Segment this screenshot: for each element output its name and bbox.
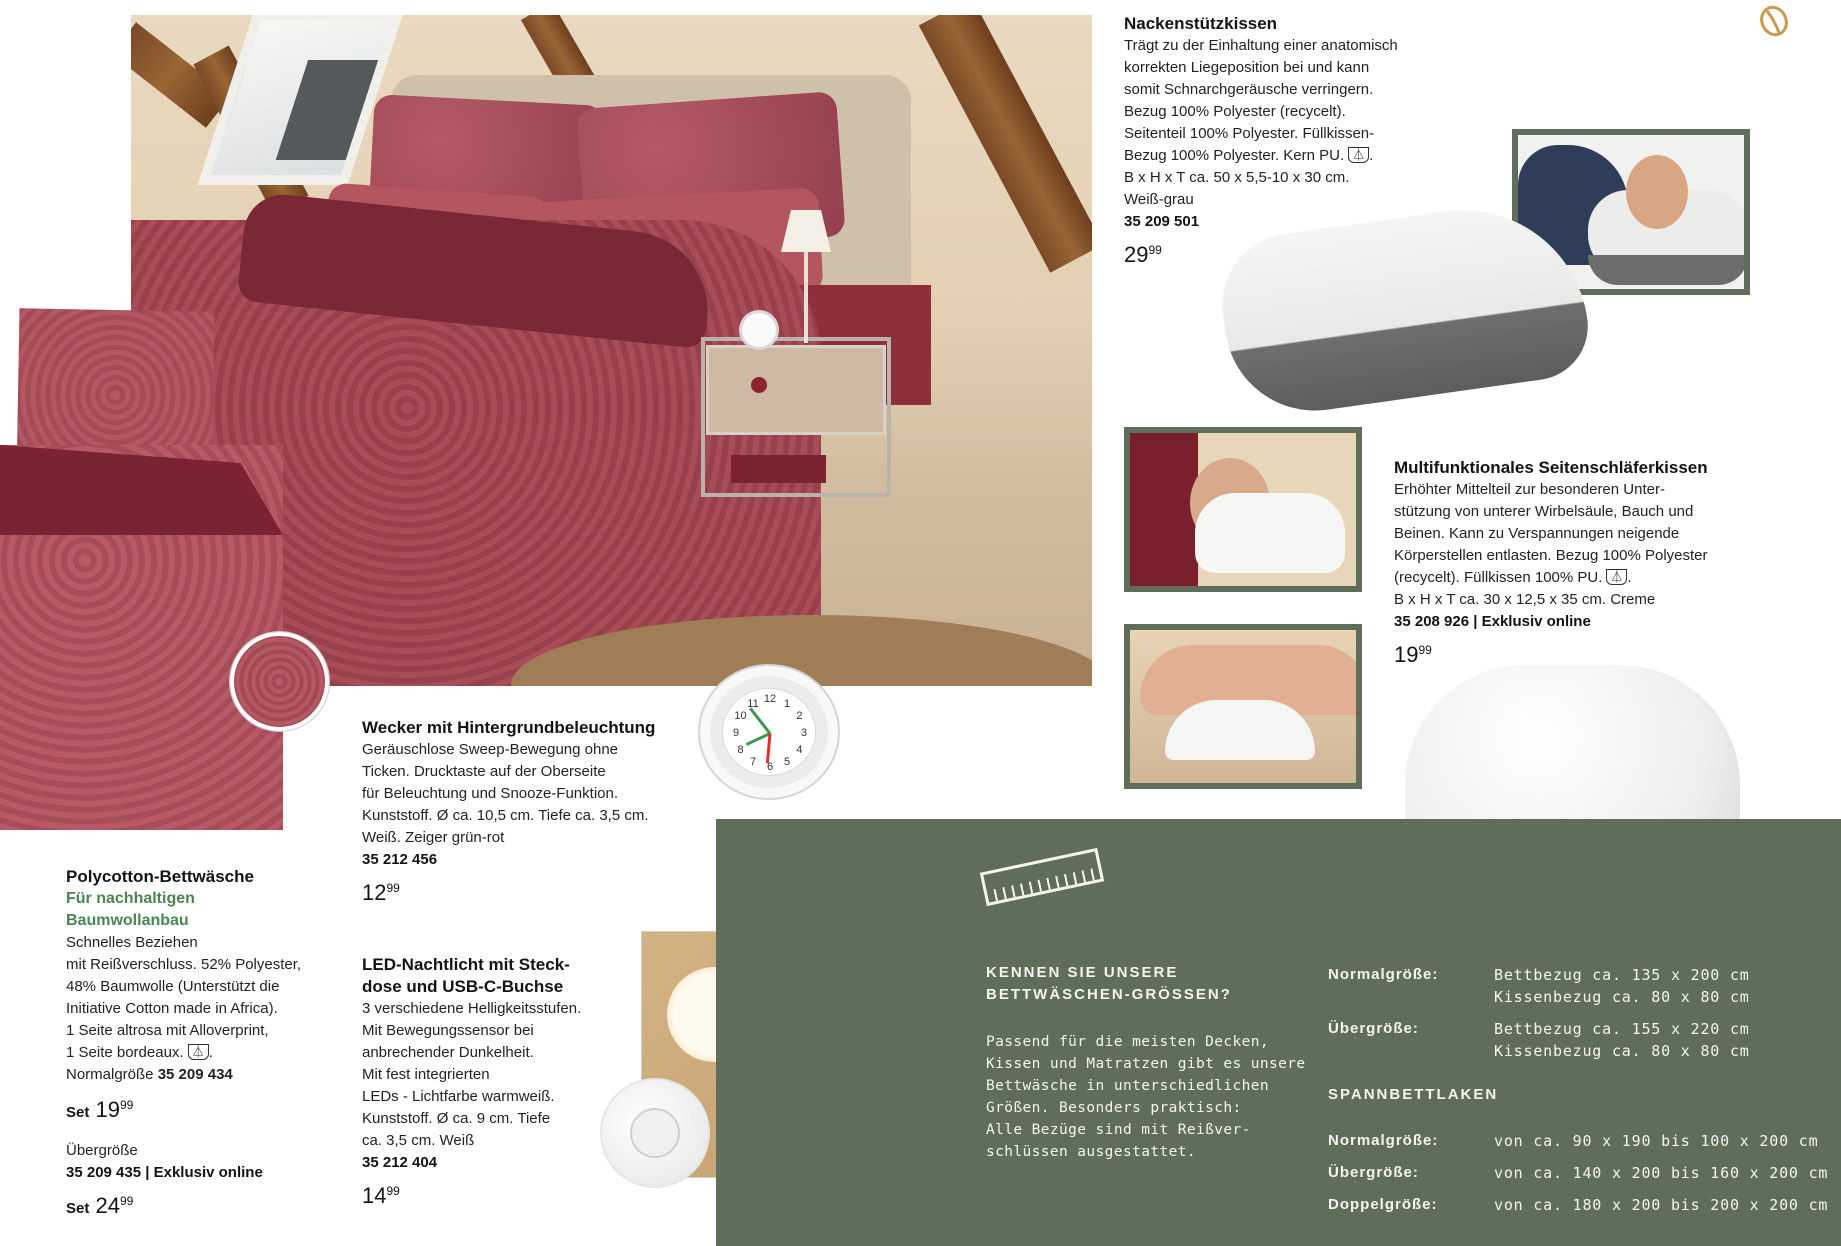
- price-cents: 99: [119, 1098, 134, 1112]
- price-main: 24: [95, 1193, 120, 1218]
- price-cents: 99: [1148, 243, 1162, 257]
- night-light-price: [362, 1178, 622, 1209]
- neck-pillow-title: Nackenstützkissen: [1124, 14, 1278, 33]
- set-label: Set: [66, 1200, 90, 1217]
- clock-numeral: 12: [763, 693, 777, 705]
- night-light-desc-1: 3 verschiedene Helligkeitsstufen.: [362, 1000, 582, 1017]
- panel-body-line-3: Bettwäsche in unterschiedlichen: [986, 1078, 1270, 1094]
- clock-minute-hand: [749, 707, 771, 734]
- panel-heading-2: BETTWÄSCHEN-GRÖSSEN?: [986, 986, 1232, 1003]
- clock-numeral: 1: [783, 697, 791, 710]
- bedding-normal-row: [66, 1064, 336, 1086]
- fitted-size-normal: von ca. 90 x 190 bis 100 x 200 cm: [1494, 1132, 1819, 1150]
- night-light-desc-3: anbrechender Dunkelheit.: [362, 1044, 534, 1061]
- washing-symbol-icon: ⏄: [188, 1044, 209, 1060]
- panel-body-line-5: Alle Bezüge sind mit Reißver-: [986, 1122, 1251, 1138]
- bedding-desc-4: Initiative Cotton made in Africa).: [66, 1000, 278, 1017]
- washing-symbol-icon: ⏄: [1348, 147, 1369, 163]
- price-cents: 99: [1418, 643, 1432, 657]
- price-cents: 99: [386, 1184, 400, 1198]
- fitted-size-double: von ca. 180 x 200 bis 200 x 200 cm: [1494, 1196, 1829, 1214]
- neck-pillow-desc-6-row: Bezug 100% Polyester. Kern PU. ⏄ .: [1124, 147, 1374, 164]
- alarm-clock-price: [362, 875, 702, 906]
- clock-second-hand: [766, 733, 772, 763]
- panel-body-line-4: Größen. Besonders praktisch:: [986, 1100, 1242, 1116]
- bedding-desc-6: 1 Seite bordeaux.: [66, 1044, 184, 1061]
- fitted-size-label-normal: Normalgröße:: [1328, 1132, 1439, 1149]
- bedding-desc-2: mit Reißverschluss. 52% Polyester,: [66, 956, 302, 973]
- price-main: 14: [362, 1183, 387, 1208]
- side-pillow-usage-photo: [1124, 427, 1362, 592]
- panel-body-line-6: schlüssen ausgestattet.: [986, 1144, 1196, 1160]
- clock-numeral: 2: [796, 710, 803, 722]
- fabric-swatch: [230, 632, 329, 731]
- bedding-desc-3: 48% Baumwolle (Unterstützt die: [66, 978, 280, 995]
- fitted-size-label-over: Übergröße:: [1328, 1164, 1419, 1181]
- neck-pillow-article-no: 35 209 501: [1124, 213, 1200, 230]
- night-light-desc-6: Kunststoff. Ø ca. 9 cm. Tiefe: [362, 1110, 551, 1127]
- side-pillow-desc-5: (recycelt). Füllkissen 100% PU.: [1394, 569, 1603, 586]
- night-light-title-1: LED-Nachtlicht mit Steck-: [362, 955, 570, 974]
- panel-body-line-1: Passend für die meisten Decken,: [986, 1034, 1270, 1050]
- bedding-size-label-normal: Normalgröße:: [1328, 966, 1439, 983]
- bedding-over-price: [66, 1188, 336, 1222]
- side-pillow-article-no: 35 208 926 | Exklusiv online: [1394, 613, 1591, 630]
- fitted-size-over: von ca. 140 x 200 bis 160 x 200 cm: [1494, 1164, 1829, 1182]
- price-cents: 99: [386, 881, 400, 895]
- clock-numeral: 7: [749, 756, 757, 769]
- bedding-normal-price: [66, 1092, 336, 1126]
- coffee-bean-logo-icon: [1757, 3, 1791, 37]
- bedding-normal-label: Normalgröße: [66, 1066, 154, 1083]
- alarm-clock-desc-2: Ticken. Drucktaste auf der Oberseite: [362, 763, 606, 780]
- night-light-article-no: 35 212 404: [362, 1154, 438, 1171]
- panel-body: [986, 1031, 1306, 1163]
- bedding-over-label: Übergröße: [66, 1142, 138, 1159]
- side-pillow-desc-4: Körperstellen entlasten. Bezug 100% Polyester: [1394, 547, 1708, 564]
- bedding-desc-1: Schnelles Beziehen: [66, 934, 198, 951]
- alarm-clock-title: Wecker mit Hintergrundbeleuchtung: [362, 718, 656, 737]
- fitted-size-label-double: Doppelgröße:: [1328, 1196, 1438, 1213]
- bedding-subtitle-2: Baumwollanbau: [66, 912, 189, 929]
- price-main: 19: [1394, 642, 1419, 667]
- bedding-normal-article-no: 35 209 434: [157, 1066, 233, 1083]
- neck-pillow-desc-8: Weiß-grau: [1124, 191, 1194, 208]
- price-main: 12: [362, 880, 387, 905]
- clock-numeral: 8: [737, 744, 744, 756]
- bedding-size-label-over: Übergröße:: [1328, 1020, 1419, 1037]
- clock-numeral: 6: [766, 761, 774, 773]
- side-pillow-desc-2: stützung von unterer Wirbelsäule, Bauch und: [1394, 503, 1694, 520]
- knee-pillow-usage-photo: [1124, 624, 1362, 789]
- side-pillow-desc-5-row: (recycelt). Füllkissen 100% PU. ⏄ .: [1394, 569, 1632, 586]
- clock-numeral: 4: [796, 744, 803, 756]
- washing-symbol-icon: ⏄: [1606, 569, 1627, 585]
- clock-numeral: 3: [800, 727, 808, 739]
- night-light-desc-4: Mit fest integrierten: [362, 1066, 490, 1083]
- alarm-clock-desc-4: Kunststoff. Ø ca. 10,5 cm. Tiefe ca. 3,5 cm.: [362, 807, 649, 824]
- clock-numeral: 10: [734, 710, 747, 722]
- bedding-size-over-1: Bettbezug ca. 155 x 220 cm: [1494, 1020, 1750, 1038]
- price-main: 19: [95, 1097, 120, 1122]
- neck-pillow-desc-5: Seitenteil 100% Polyester. Füllkissen-: [1124, 125, 1375, 142]
- night-light-info: [362, 954, 622, 1209]
- night-light-desc-7: ca. 3,5 cm. Weiß: [362, 1132, 475, 1149]
- alarm-clock-desc-1: Geräuschlose Sweep-Bewegung ohne: [362, 741, 619, 758]
- fitted-sheet-heading: SPANNBETTLAKEN: [1328, 1086, 1499, 1103]
- alarm-clock-info: [362, 717, 702, 906]
- clock-numeral: 11: [747, 697, 759, 710]
- price-main: 29: [1124, 242, 1149, 267]
- panel-body-line-2: Kissen und Matratzen gibt es unsere: [986, 1056, 1306, 1072]
- clock-numeral: 5: [783, 756, 791, 769]
- side-pillow-desc-6: B x H x T ca. 30 x 12,5 x 35 cm. Creme: [1394, 591, 1656, 608]
- bedding-size-over-2: Kissenbezug ca. 80 x 80 cm: [1494, 1042, 1750, 1060]
- bedding-over-article-no: 35 209 435 | Exklusiv online: [66, 1164, 263, 1181]
- side-pillow-desc-1: Erhöhter Mittelteil zur besonderen Unter-: [1394, 481, 1665, 498]
- alarm-clock-article-no: 35 212 456: [362, 851, 438, 868]
- bedding-size-normal-1: Bettbezug ca. 135 x 200 cm: [1494, 966, 1750, 984]
- neck-pillow-desc-1: Trägt zu der Einhaltung einer anatomisch: [1124, 37, 1398, 54]
- bedding-desc-5: 1 Seite altrosa mit Alloverprint,: [66, 1022, 269, 1039]
- bedding-desc-6-row: 1 Seite bordeaux. ⏄ .: [66, 1044, 213, 1061]
- alarm-clock-desc-3: für Beleuchtung und Snooze-Funktion.: [362, 785, 619, 802]
- panel-heading-1: KENNEN SIE UNSERE: [986, 964, 1179, 981]
- night-light-title-2: dose und USB-C-Buchse: [362, 977, 564, 996]
- side-pillow-title: Multifunktionales Seitenschläferkissen: [1394, 458, 1708, 477]
- night-light-desc-5: LEDs - Lichtfarbe warmweiß.: [362, 1088, 555, 1105]
- neck-pillow-info: [1124, 13, 1504, 268]
- night-light-desc-2: Mit Bewegungssensor bei: [362, 1022, 534, 1039]
- bedding-info: [66, 866, 336, 1222]
- neck-pillow-price: [1124, 237, 1504, 268]
- neck-pillow-desc-4: Bezug 100% Polyester (recycelt).: [1124, 103, 1346, 120]
- alarm-clock-product: [700, 666, 838, 798]
- side-pillow-desc-3: Beinen. Kann zu Verspannungen neigende: [1394, 525, 1680, 542]
- side-pillow-price: [1394, 637, 1834, 668]
- neck-pillow-desc-3: somit Schnarchgeräusche verringern.: [1124, 81, 1374, 98]
- bedding-stack-photo: [0, 305, 283, 825]
- bedding-size-info-panel: [716, 819, 1841, 1246]
- neck-pillow-desc-7: B x H x T ca. 50 x 5,5-10 x 30 cm.: [1124, 169, 1350, 186]
- neck-pillow-desc-2: korrekten Liegeposition bei und kann: [1124, 59, 1370, 76]
- side-pillow-info: [1394, 457, 1834, 668]
- bedding-size-normal-2: Kissenbezug ca. 80 x 80 cm: [1494, 988, 1750, 1006]
- bedding-subtitle-1: Für nachhaltigen: [66, 890, 195, 907]
- price-cents: 99: [119, 1194, 134, 1208]
- alarm-clock-desc-5: Weiß. Zeiger grün-rot: [362, 829, 505, 846]
- set-label: Set: [66, 1104, 90, 1121]
- neck-pillow-desc-6: Bezug 100% Polyester. Kern PU.: [1124, 147, 1345, 164]
- bedding-title: Polycotton-Bettwäsche: [66, 867, 254, 886]
- clock-numeral: 9: [732, 727, 740, 739]
